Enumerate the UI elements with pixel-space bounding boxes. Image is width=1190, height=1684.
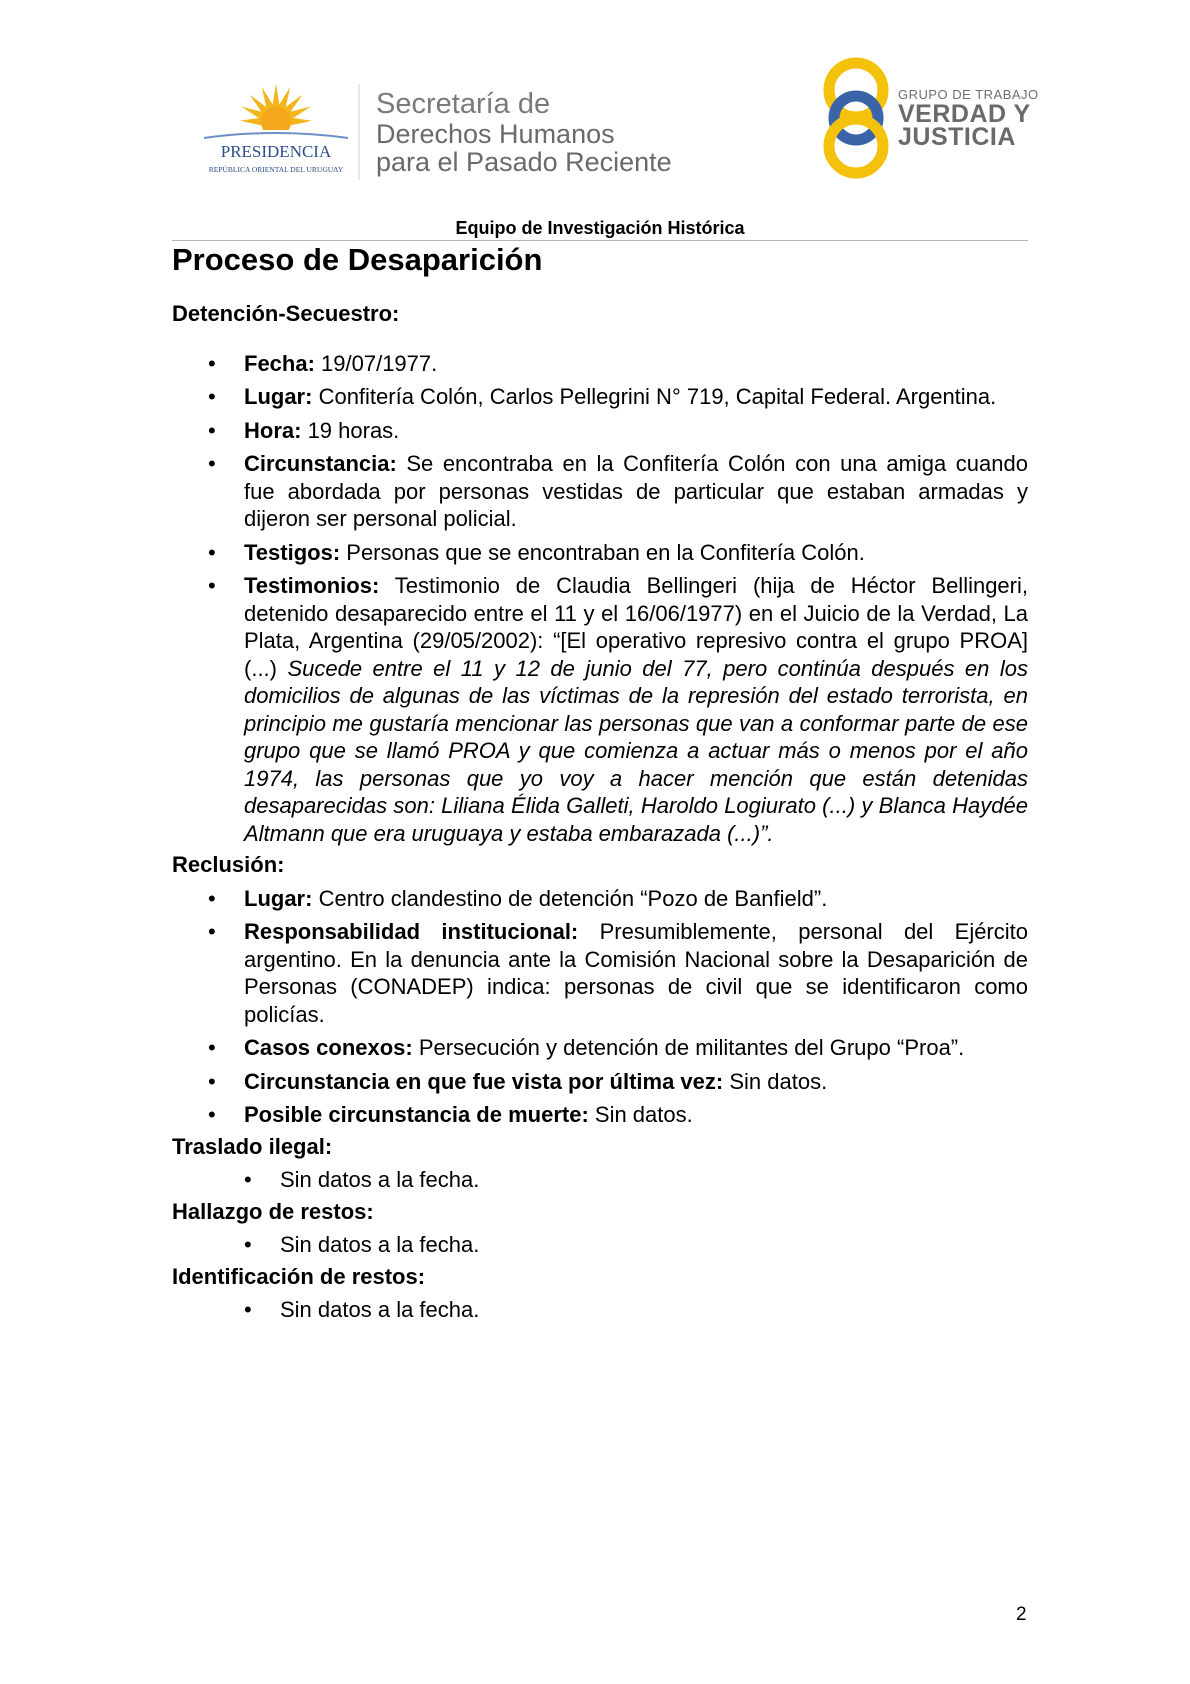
list-item-fecha: • Fecha: 19/07/1977.	[172, 350, 1028, 378]
list-item-circunstancia: • Circunstancia: Se encontraba en la Confitería Colón con una amiga cuando fue abordada por personas vestidas de particular que estaban armadas y dijeron ser personal policial.	[172, 450, 1028, 533]
section-heading-hallazgo: Hallazgo de restos:	[172, 1198, 374, 1224]
section-heading-identificacion: Identificación de restos:	[172, 1263, 426, 1289]
presidencia-sun-logo	[196, 78, 356, 180]
secretaria-line2: Derechos Humanos	[376, 119, 615, 149]
detencion-list	[172, 350, 1028, 848]
page-number: 2	[1016, 1604, 1027, 1625]
grupo-trabajo-block	[898, 87, 1039, 149]
list-item-casos-conexos: • Casos conexos: Persecución y detención de militantes del Grupo “Proa”.	[172, 1034, 1028, 1062]
section-heading-detencion: Detención-Secuestro:	[172, 301, 400, 326]
secretaria-block	[376, 88, 672, 176]
presidencia-text: PRESIDENCIA	[220, 142, 332, 161]
list-item-traslado: • Sin datos a la fecha.	[172, 1166, 1028, 1194]
list-item-lugar: • Lugar: Confitería Colón, Carlos Pellegrini N° 719, Capital Federal. Argentina.	[172, 383, 1028, 411]
header-rule	[172, 240, 1028, 241]
list-item-lugar-reclusion: • Lugar: Centro clandestino de detención “Pozo de Banfield”.	[172, 885, 1028, 913]
list-item-identificacion: • Sin datos a la fecha.	[172, 1296, 1028, 1324]
list-item-muerte: • Posible circunstancia de muerte: Sin datos.	[172, 1101, 1028, 1129]
grupo-line1: GRUPO DE TRABAJO	[898, 87, 1039, 102]
identificacion-list	[172, 1296, 1028, 1324]
list-item-testigos: • Testigos: Personas que se encontraban en la Confitería Colón.	[172, 539, 1028, 567]
header-divider	[358, 84, 360, 180]
section-heading-reclusion: Reclusión:	[172, 852, 285, 877]
hallazgo-list	[172, 1231, 1028, 1259]
main-content	[172, 300, 1028, 1324]
section-heading-traslado: Traslado ilegal:	[172, 1133, 333, 1159]
republica-text: REPÚBLICA ORIENTAL DEL URUGUAY	[208, 165, 344, 174]
list-item-ultima-vez: • Circunstancia en que fue vista por última vez: Sin datos.	[172, 1068, 1028, 1096]
page-title: Proceso de Desaparición	[172, 242, 543, 277]
reclusion-list	[172, 885, 1028, 1129]
secretaria-line3: para el Pasado Reciente	[376, 147, 672, 177]
list-item-hora: • Hora: 19 horas.	[172, 417, 1028, 445]
grupo-line2: VERDAD Y	[898, 100, 1031, 128]
team-header: Equipo de Investigación Histórica	[455, 218, 745, 238]
traslado-list	[172, 1166, 1028, 1194]
secretaria-line1: Secretaría de	[376, 88, 551, 120]
list-item-hallazgo: • Sin datos a la fecha.	[172, 1231, 1028, 1259]
list-item-responsabilidad: • Responsabilidad institucional: Presumiblemente, personal del Ejército argentino. En la denuncia ante la Comisión Nacional sobre la Desaparición de Personas (CONADEP) indica: personas de civil que se identificaron como policías.	[172, 918, 1028, 1028]
grupo-line3: JUSTICIA	[898, 123, 1016, 151]
list-item-testimonios: • Testimonios: Testimonio de Claudia Bellingeri (hija de Héctor Bellingeri, detenido desaparecido entre el 11 y el 16/06/1977) en el Juicio de la Verdad, La Plata, Argentina (29/05/2002): “[El operativo represivo contra el grupo PROA] (...) Sucede entre el 11 y 12 de junio del 77, pero continúa después en los domicilios de algunas de las víctimas de la represión del estado terrorista, en principio me gustaría mencionar las personas que van a conformar parte de ese grupo que se llamó PROA y que comienza a actuar más o menos por el año 1974, las personas que yo voy a hacer mención que están detenidas desaparecidas son: Liliana Élida Galleti, Haroldo Logiurato (...) y Blanca Haydée Altmann que era uruguaya y estaba embarazada (...)”.	[172, 572, 1028, 847]
